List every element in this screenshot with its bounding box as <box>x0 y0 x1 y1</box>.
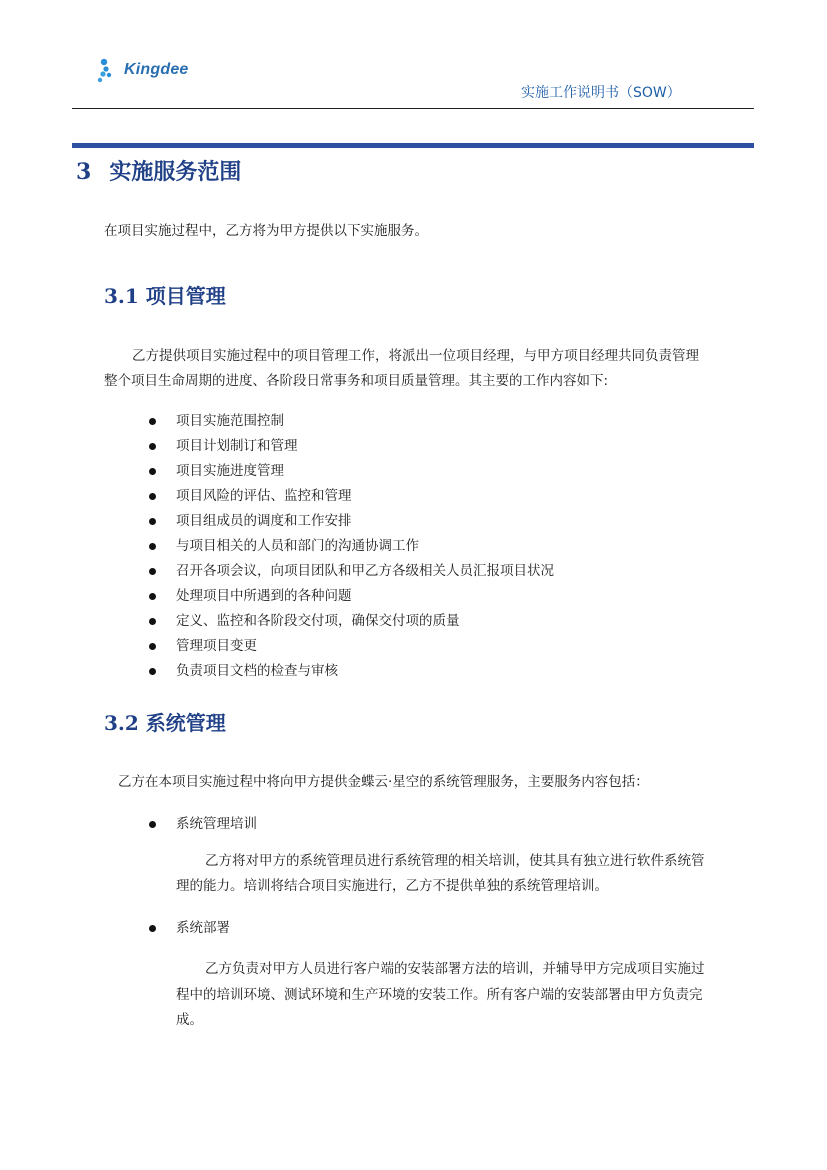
bullet-icon <box>149 643 156 650</box>
list-item <box>148 659 554 684</box>
section-3-title: 实施服务范围 <box>109 159 242 185</box>
training-para-line2: 理的能力。培训将结合项目实施进行，乙方不提供单独的系统管理培训。 <box>176 878 608 894</box>
list-item-text: 处理项目中所遇到的各种问题 <box>176 588 352 604</box>
section-3-1-para-line1: 乙方提供项目实施过程中的项目管理工作，将派出一位项目经理，与甲方项目经理共同负责管理 <box>132 348 699 364</box>
section-3-2-intro: 乙方在本项目实施过程中将向甲方提供金蝶云·星空的系统管理服务，主要服务内容包括： <box>118 774 649 790</box>
bullet-icon <box>149 443 156 450</box>
list-item <box>148 459 554 484</box>
section-3-2-heading: 3.2 系统管理 <box>104 711 226 735</box>
bullet-icon <box>149 668 156 675</box>
bullet-icon <box>149 568 156 575</box>
list-item <box>148 509 554 534</box>
bullet-icon <box>149 925 156 932</box>
section-3-1-heading: 3.1 项目管理 <box>104 284 226 308</box>
kingdee-logo-icon <box>76 52 116 96</box>
project-management-list <box>148 409 554 684</box>
list-item <box>148 584 554 609</box>
list-item <box>148 559 554 584</box>
bullet-icon <box>149 493 156 500</box>
list-item-text: 项目实施范围控制 <box>176 413 284 429</box>
bullet-icon <box>149 518 156 525</box>
kingdee-logo <box>76 52 218 96</box>
list-item <box>148 634 554 659</box>
list-item <box>148 409 554 434</box>
bullet-icon <box>149 618 156 625</box>
bullet-icon <box>149 821 156 828</box>
bullet-icon <box>149 468 156 475</box>
document-title: 实施工作说明书（SOW） <box>521 85 681 101</box>
bullet-icon <box>149 418 156 425</box>
list-item-text: 系统管理培训 <box>176 816 257 832</box>
list-item-text: 项目计划制订和管理 <box>176 438 298 454</box>
list-item <box>148 434 554 459</box>
deployment-para-line3: 成。 <box>176 1012 203 1028</box>
section-3-intro: 在项目实施过程中，乙方将为甲方提供以下实施服务。 <box>104 223 428 239</box>
section-3-number: 3 <box>76 159 92 185</box>
list-item-text: 召开各项会议，向项目团队和甲乙方各级相关人员汇报项目状况 <box>176 563 554 579</box>
deployment-para-line1: 乙方负责对甲方人员进行客户端的安装部署方法的培训，并辅导甲方完成项目实施过 <box>205 961 705 977</box>
list-item-text: 管理项目变更 <box>176 638 257 654</box>
section-accent-bar <box>72 143 754 148</box>
kingdee-logo-text: Kingdee <box>124 61 189 78</box>
list-item <box>148 534 554 559</box>
list-item-text: 系统部署 <box>176 920 230 936</box>
header-divider <box>72 108 754 109</box>
list-item-text: 项目风险的评估、监控和管理 <box>176 488 352 504</box>
list-item-text: 项目组成员的调度和工作安排 <box>176 513 352 529</box>
list-item <box>148 484 554 509</box>
system-admin-training-item <box>148 812 257 837</box>
section-3-heading <box>76 155 241 186</box>
training-para-line1: 乙方将对甲方的系统管理员进行系统管理的相关培训，使其具有独立进行软件系统管 <box>205 853 705 869</box>
bullet-icon <box>149 543 156 550</box>
system-deployment-item <box>148 916 230 941</box>
deployment-para-line2: 程中的培训环境、测试环境和生产环境的安装工作。所有客户端的安装部署由甲方负责完 <box>176 987 703 1003</box>
list-item <box>148 609 554 634</box>
list-item-text: 项目实施进度管理 <box>176 463 284 479</box>
list-item-text: 负责项目文档的检查与审核 <box>176 663 338 679</box>
list-item-text: 定义、监控和各阶段交付项，确保交付项的质量 <box>176 613 460 629</box>
list-item-text: 与项目相关的人员和部门的沟通协调工作 <box>176 538 419 554</box>
section-3-1-para-line2: 整个项目生命周期的进度、各阶段日常事务和项目质量管理。其主要的工作内容如下: <box>104 373 609 389</box>
bullet-icon <box>149 593 156 600</box>
